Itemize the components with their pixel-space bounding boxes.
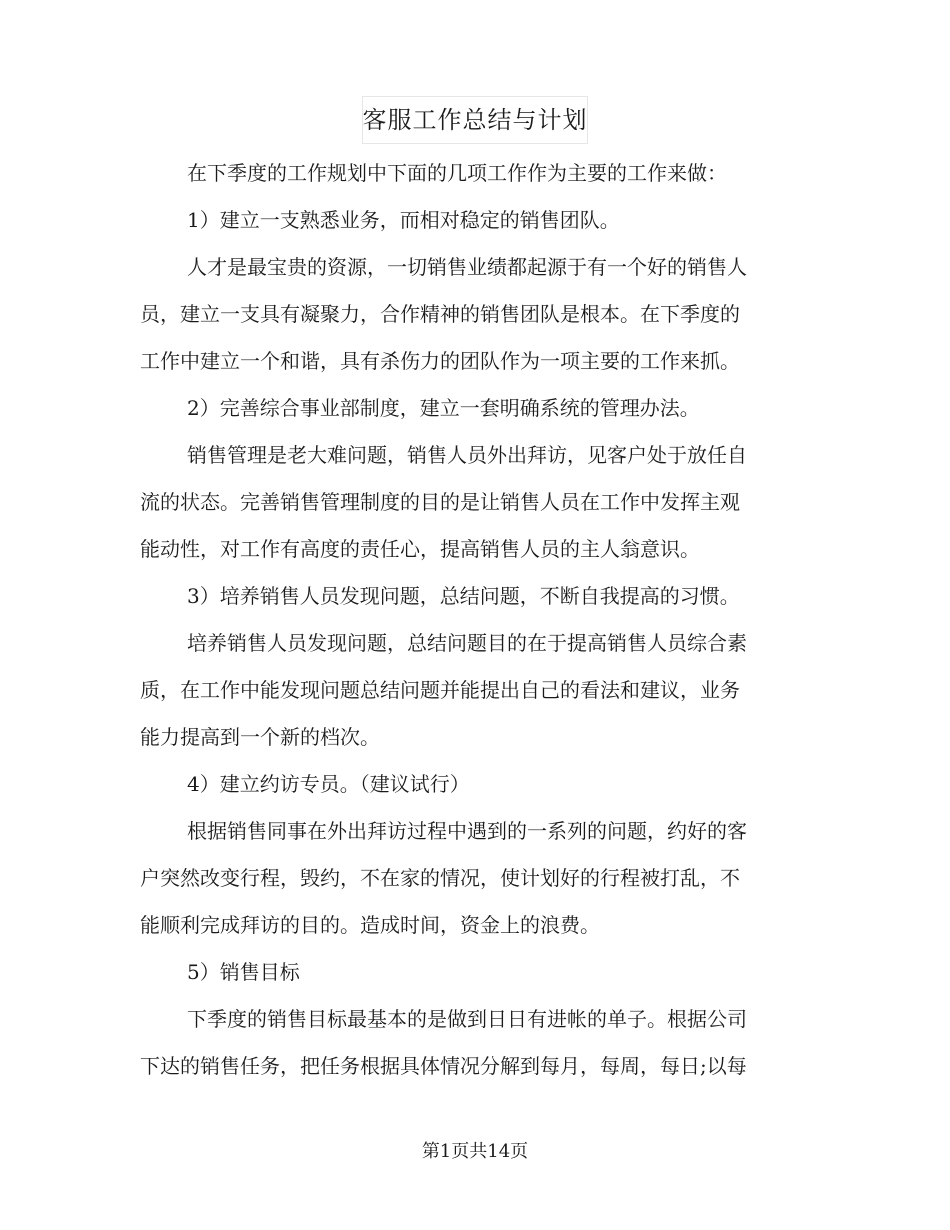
document-body [140, 150, 800, 1090]
paragraph-line: 质，在工作中能发现问题总结问题并能提出自己的看法和建议，业务 [140, 678, 740, 702]
section-heading: 2）完善综合事业部制度，建立一套明确系统的管理办法。 [187, 396, 700, 420]
section-heading: 1）建立一支熟悉业务，而相对稳定的销售团队。 [187, 208, 620, 232]
title-box [362, 96, 588, 144]
section-heading: 5）销售目标 [187, 960, 300, 984]
paragraph-line: 下季度的销售目标最基本的是做到日日有进帐的单子。根据公司 [187, 1007, 747, 1031]
paragraph-line: 流的状态。完善销售管理制度的目的是让销售人员在工作中发挥主观 [140, 490, 740, 514]
document-title: 客服工作总结与计划 [362, 106, 588, 134]
paragraph-line: 员，建立一支具有凝聚力，合作精神的销售团队是根本。在下季度的 [140, 302, 740, 326]
section-heading: 4）建立约访专员。（建议试行） [187, 772, 470, 796]
paragraph-line: 能动性，对工作有高度的责任心，提高销售人员的主人翁意识。 [140, 537, 700, 561]
paragraph-line: 能力提高到一个新的档次。 [140, 725, 380, 749]
paragraph-line: 下达的销售任务，把任务根据具体情况分解到每月，每周，每日;以每 [140, 1054, 747, 1078]
page-number-footer: 第1页共14页 [421, 1141, 529, 1162]
paragraph-line: 销售管理是老大难问题，销售人员外出拜访，见客户处于放任自 [187, 443, 747, 467]
paragraph-line: 能顺利完成拜访的目的。造成时间，资金上的浪费。 [140, 913, 600, 937]
paragraph-line: 工作中建立一个和谐，具有杀伤力的团队作为一项主要的工作来抓。 [140, 349, 740, 373]
section-heading: 3）培养销售人员发现问题，总结问题，不断自我提高的习惯。 [187, 584, 740, 608]
paragraph-line: 户突然改变行程，毁约，不在家的情况，使计划好的行程被打乱，不 [140, 866, 740, 890]
paragraph-line: 培养销售人员发现问题，总结问题目的在于提高销售人员综合素 [187, 631, 747, 655]
paragraph-line: 在下季度的工作规划中下面的几项工作作为主要的工作来做： [187, 161, 727, 185]
paragraph-line: 人才是最宝贵的资源，一切销售业绩都起源于有一个好的销售人 [187, 255, 747, 279]
paragraph-line: 根据销售同事在外出拜访过程中遇到的一系列的问题，约好的客 [187, 819, 747, 843]
